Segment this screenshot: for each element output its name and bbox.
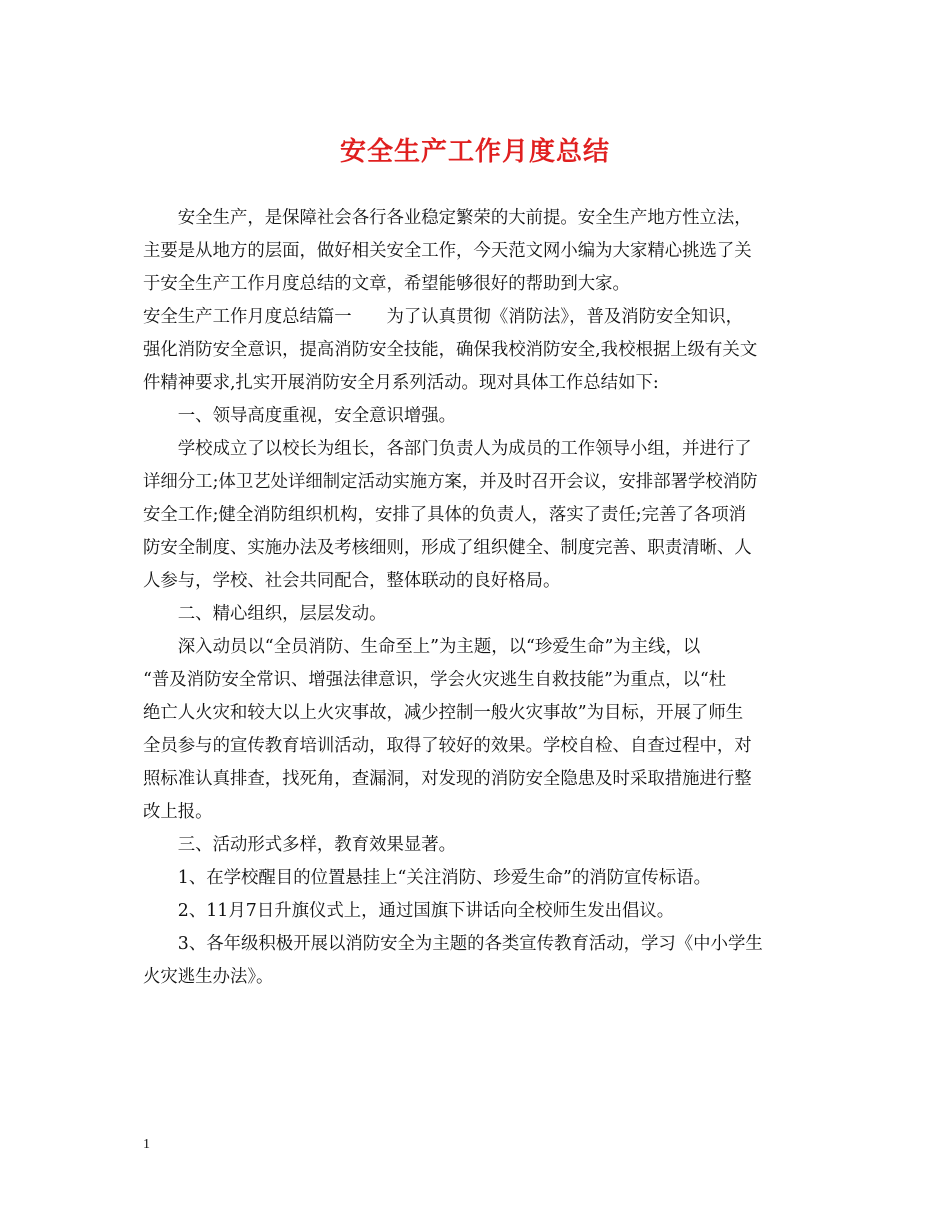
section-heading: 三、活动形式多样，教育效果显著。 [143,835,457,855]
section-heading: 一、领导高度重视，安全意识增强。 [143,406,457,426]
section-heading: 二、精心组织，层层发动。 [143,604,387,624]
body-line: 件精神要求,扎实开展消防安全月系列活动。现对具体工作总结如下: [143,373,659,393]
body-line: 于安全生产工作月度总结的文章，希望能够很好的帮助到大家。 [143,274,630,294]
page-number: 1 [143,1137,150,1152]
body-line: 照标准认真排查，找死角，查漏洞，对发现的消防安全隐患及时采取措施进行整 [143,769,752,789]
body-line: 主要是从地方的层面，做好相关安全工作，今天范文网小编为大家精心挑选了关 [143,241,752,261]
body-line: 防安全制度、实施办法及考核细则，形成了组织健全、制度完善、职责清晰、人 [143,538,752,558]
body-line: 安全生产工作月度总结篇一 为了认真贯彻《消防法》，普及消防安全知识， [143,307,743,327]
body-line: 绝亡人火灾和较大以上火灾事故，减少控制一般火灾事故”为目标，开展了师生 [143,703,744,723]
list-item: 1、在学校醒目的位置悬挂上“关注消防、珍爱生命”的消防宣传标语。 [143,868,711,888]
list-item: 3、各年级积极开展以消防安全为主题的各类宣传教育活动，学习《中小学生 [143,934,763,954]
body-line: 安全生产，是保障社会各行各业稳定繁荣的大前提。安全生产地方性立法， [143,208,752,228]
body-line: 改上报。 [143,802,213,822]
body-line: 安全工作;健全消防组织机构，安排了具体的负责人，落实了责任;完善了各项消 [143,505,747,525]
body-line: “普及消防安全常识、增强法律意识，学会火灾逃生自救技能”为重点，以“杜 [143,670,727,690]
body-line: 深入动员以“全员消防、生命至上”为主题，以“珍爱生命”为主线，以 [143,637,701,657]
body-line: 火灾逃生办法》。 [143,967,274,987]
body-line: 全员参与的宣传教育培训活动，取得了较好的效果。学校自检、自查过程中，对 [143,736,752,756]
list-item: 2、11月7日升旗仪式上，通过国旗下讲话向全校师生发出倡议。 [143,901,675,921]
body-line: 人参与，学校、社会共同配合，整体联动的良好格局。 [143,571,561,591]
body-line: 强化消防安全意识，提高消防安全技能，确保我校消防安全,我校根据上级有关文 [143,340,758,360]
document-title: 安全生产工作月度总结 [339,137,610,167]
body-line: 学校成立了以校长为组长，各部门负责人为成员的工作领导小组，并进行了 [143,439,752,459]
body-line: 详细分工;体卫艺处详细制定活动实施方案，并及时召开会议，安排部署学校消防 [143,472,758,492]
